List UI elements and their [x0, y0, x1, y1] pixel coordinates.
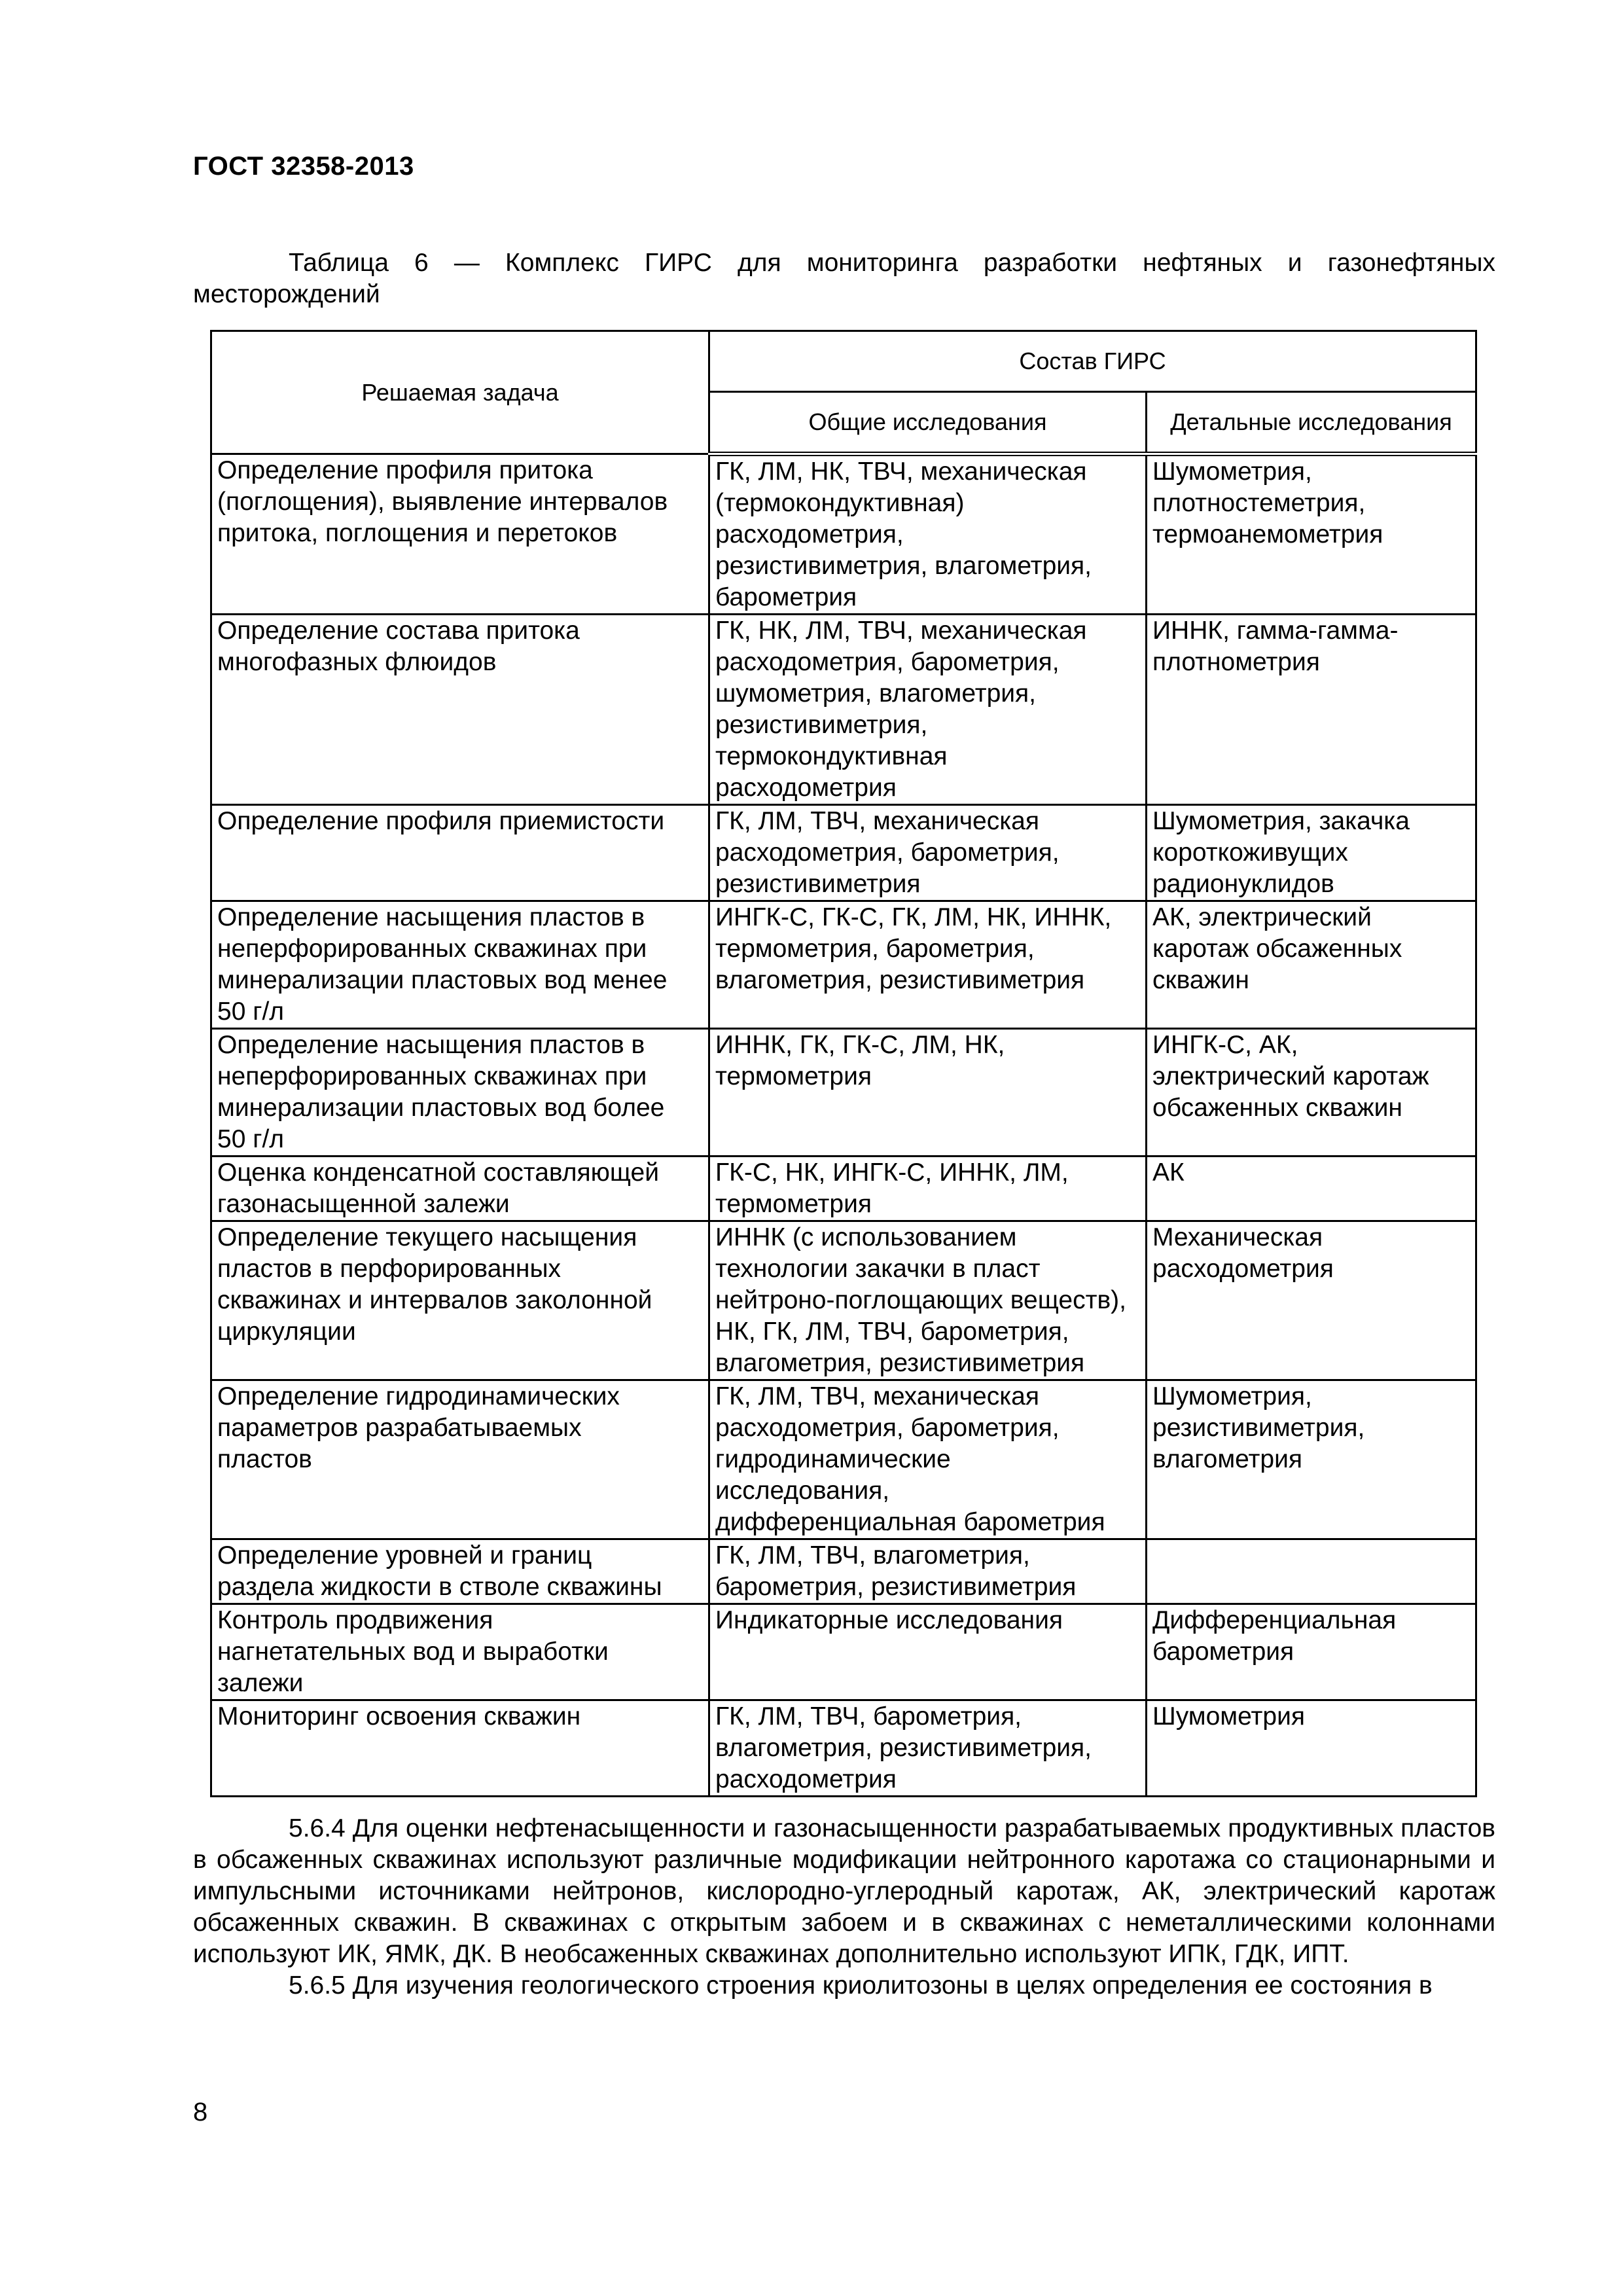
cell-detailed: АК, электрический каротаж обсаженных скважин	[1147, 901, 1476, 1029]
cell-general: ГК, ЛМ, ТВЧ, барометрия, влагометрия, резистивиметрия, расходометрия	[709, 1700, 1147, 1797]
table-row	[211, 615, 1476, 805]
table-row	[211, 1157, 1476, 1221]
cell-general: ГК, ЛМ, ТВЧ, влагометрия, барометрия, резистивиметрия	[709, 1539, 1147, 1604]
cell-detailed: ИННК, гамма-гамма- плотнометрия	[1147, 615, 1476, 805]
cell-general: ИНГК-С, ГК-С, ГК, ЛМ, НК, ИННК, термометрия, барометрия, влагометрия, резистивиметрия	[709, 901, 1147, 1029]
table-row	[211, 1539, 1476, 1604]
cell-task: Контроль продвижения нагнетательных вод и выработки залежи	[211, 1604, 709, 1700]
column-header-girs-group: Состав ГИРС	[709, 331, 1476, 392]
cell-detailed	[1147, 1539, 1476, 1604]
cell-general: ГК, ЛМ, ТВЧ, механическая расходометрия, барометрия, гидродинамические исследования, дифференциальная барометрия	[709, 1380, 1147, 1539]
cell-detailed: Шумометрия, закачка короткоживущих радионуклидов	[1147, 805, 1476, 901]
table-row	[211, 1221, 1476, 1380]
cell-general: ГК, ЛМ, ТВЧ, механическая расходометрия, барометрия, резистивиметрия	[709, 805, 1147, 901]
table-row	[211, 1700, 1476, 1797]
cell-detailed: Механическая расходометрия	[1147, 1221, 1476, 1380]
table-row	[211, 1604, 1476, 1700]
table-row	[211, 1029, 1476, 1157]
cell-task: Определение насыщения пластов в неперфорированных скважинах при минерализации пластовых вод менее 50 г/л	[211, 901, 709, 1029]
cell-detailed: Шумометрия, резистивиметрия, влагометрия	[1147, 1380, 1476, 1539]
cell-general: ГК, ЛМ, НК, ТВЧ, механическая (термокондуктивная) расходометрия, резистивиметрия, влагометрия, барометрия	[709, 454, 1147, 615]
cell-task: Определение гидродинамических параметров разрабатываемых пластов	[211, 1380, 709, 1539]
cell-general: ГК, НК, ЛМ, ТВЧ, механическая расходометрия, барометрия, шумометрия, влагометрия, резистивиметрия, термокондуктивная расходометрия	[709, 615, 1147, 805]
cell-general: ГК-С, НК, ИНГК-С, ИННК, ЛМ, термометрия	[709, 1157, 1147, 1221]
table-row	[211, 1380, 1476, 1539]
cell-detailed: Дифференциальная барометрия	[1147, 1604, 1476, 1700]
table-caption: Таблица 6 — Комплекс ГИРС для мониторинга разработки нефтяных и газонефтяных месторождений	[193, 249, 1495, 308]
cell-general: ИННК (с использованием технологии закачки в пласт нейтроно-поглощающих веществ), НК, ГК, ЛМ, ТВЧ, барометрия, влагометрия, резистивиметрия	[709, 1221, 1147, 1380]
cell-general: Индикаторные исследования	[709, 1604, 1147, 1700]
column-header-detailed: Детальные исследования	[1147, 392, 1476, 454]
cell-task: Мониторинг освоения скважин	[211, 1700, 709, 1797]
cell-task: Определение профиля притока (поглощения), выявление интервалов притока, поглощения и перетоков	[211, 454, 709, 615]
cell-task: Оценка конденсатной составляющей газонасыщенной залежи	[211, 1157, 709, 1221]
cell-task: Определение состава притока многофазных флюидов	[211, 615, 709, 805]
column-header-general: Общие исследования	[709, 392, 1147, 454]
cell-detailed: АК	[1147, 1157, 1476, 1221]
cell-general: ИННК, ГК, ГК-С, ЛМ, НК, термометрия	[709, 1029, 1147, 1157]
cell-task: Определение насыщения пластов в неперфорированных скважинах при минерализации пластовых вод более 50 г/л	[211, 1029, 709, 1157]
table-row	[211, 454, 1476, 615]
cell-task: Определение текущего насыщения пластов в перфорированных скважинах и интервалов заколонной циркуляции	[211, 1221, 709, 1380]
cell-detailed: Шумометрия	[1147, 1700, 1476, 1797]
cell-task: Определение уровней и границ раздела жидкости в стволе скважины	[211, 1539, 709, 1604]
cell-detailed: Шумометрия, плотностеметрия, термоанемометрия	[1147, 454, 1476, 615]
paragraph-5-6-5: 5.6.5 Для изучения геологического строения криолитозоны в целях определения ее состояния в	[289, 1971, 1433, 2000]
cell-detailed: ИНГК-С, АК, электрический каротаж обсаженных скважин	[1147, 1029, 1476, 1157]
table-row	[211, 901, 1476, 1029]
table-row	[211, 805, 1476, 901]
paragraph-5-6-4: 5.6.4 Для оценки нефтенасыщенности и газонасыщенности разрабатываемых продуктивных пластов в обсаженных скважинах используют различные модификации нейтронного каротажа со стационарными и импульсными источниками нейтронов, кислородно-углеродный каротаж, АК, электрический каротаж обсаженных скважин. В скважинах с открытым забоем и в скважинах с неметаллическими колоннами используют ИК, ЯМК, ДК. В необсаженных скважинах дополнительно используют ИПК, ГДК, ИПТ.	[193, 1814, 1495, 1968]
cell-task: Определение профиля приемистости	[211, 805, 709, 901]
page-number: 8	[193, 2098, 208, 2126]
document-code: ГОСТ 32358-2013	[193, 152, 414, 181]
body-text	[193, 1813, 1495, 2001]
girs-table	[210, 330, 1477, 1797]
column-header-task: Решаемая задача	[211, 331, 709, 454]
